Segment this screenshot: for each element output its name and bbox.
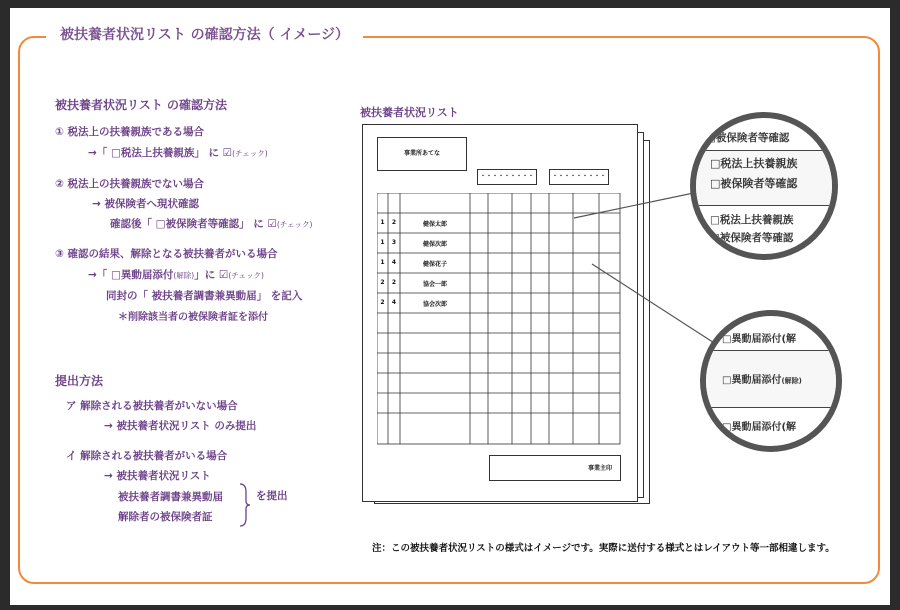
- row-col-b: 3: [391, 239, 397, 246]
- row-name: 健保花子: [422, 261, 447, 268]
- release-note: (解除): [173, 271, 195, 280]
- row-name: 健保太郎: [422, 221, 447, 228]
- method-item-3: ③ 確認の結果、解除となる被扶養者がいる場合: [55, 248, 278, 260]
- dots-box-2: ・・・・・・・・・: [549, 169, 609, 185]
- zoom2-mid-small: (解除): [781, 377, 802, 385]
- check-note: (チェック): [232, 149, 268, 158]
- method-heading: 被扶養者状況リスト の確認方法: [55, 98, 227, 112]
- method-item-3-sub2: 同封の「 被扶養者調書兼異動届」 を記入: [106, 290, 303, 302]
- submit-i-sub2: 被扶養者調書兼異動届: [118, 491, 223, 503]
- submit-heading: 提出方法: [55, 374, 104, 388]
- submit-i-sub1: → 被扶養者状況リスト: [104, 470, 211, 482]
- method-item-3-sub1-mid: 」に ☑: [194, 269, 229, 281]
- zoom1-line1: □税法上扶養親族: [710, 157, 798, 170]
- submit-i: イ 解除される被扶養者がいる場合: [66, 450, 228, 462]
- addressee-box: 事業所あてな: [377, 137, 467, 171]
- method-item-2-sub1: → 被保険者へ現状確認: [92, 198, 199, 210]
- zoom2-top: □異動届添付(解: [722, 334, 797, 345]
- zoom-circle-2: [700, 310, 842, 452]
- zoom2-mid: [722, 371, 802, 386]
- zoom-circle-1: [690, 112, 838, 260]
- method-item-2: ② 税法上の扶養親族でない場合: [55, 178, 205, 190]
- row-col-b: 2: [391, 279, 397, 286]
- method-item-3-sub1-text: →「 □異動届添付: [88, 269, 174, 281]
- row-col-a: 1: [380, 239, 385, 246]
- zoom1-bottom2: □被保険者等確認: [710, 232, 794, 244]
- method-item-2-sub2-text: 確認後「 □被保険者等確認」 に ☑: [110, 218, 277, 230]
- zoom1-bottom: □税法上扶養親族: [710, 214, 794, 226]
- row-name: 協会一郎: [422, 281, 447, 288]
- submit-a: ア 解除される被扶養者がいない場合: [66, 400, 238, 412]
- row-name: 協会次郎: [422, 301, 447, 308]
- submit-i-sub3: 解除者の被保険者証: [118, 511, 213, 523]
- employer-stamp-box: 事業主印: [489, 455, 621, 481]
- row-col-a: 1: [380, 219, 385, 226]
- method-item-1: ① 税法上の扶養親族である場合: [55, 126, 205, 138]
- row-col-a: 2: [380, 299, 385, 306]
- zoom1-top: □被保険者等確認: [706, 132, 790, 144]
- list-title: 被扶養者状況リスト: [360, 106, 459, 119]
- zoom2-mid-text: □異動届添付: [722, 375, 782, 386]
- row-name: 健保次郎: [422, 241, 447, 248]
- footnote: 注：この被扶養者状況リストの様式はイメージです。実際に送付する様式とはレイアウト等一部相違します。: [372, 543, 835, 554]
- zoom1-line2: □被保険者等確認: [710, 177, 798, 190]
- frame-title: 被扶養者状況リスト の確認方法（ イメージ）: [46, 24, 363, 46]
- method-item-1-sub-text: →「 □税法上扶養親族」 に ☑: [88, 147, 233, 159]
- row-col-b: 4: [391, 259, 397, 266]
- check-note: (チェック): [276, 220, 313, 229]
- dots-box-1: ・・・・・・・・・: [477, 169, 537, 185]
- submit-a-sub: → 被扶養者状況リスト のみ提出: [104, 420, 257, 432]
- row-col-b: 2: [391, 219, 397, 226]
- submit-i-suffix: を提出: [256, 490, 288, 502]
- row-col-a: 1: [380, 259, 385, 266]
- row-col-a: 2: [380, 279, 385, 286]
- method-item-3-sub3: ＊削除該当者の被保険者証を添付: [118, 312, 268, 323]
- row-col-b: 4: [391, 299, 397, 306]
- check-note: (チェック): [228, 271, 264, 280]
- zoom2-bottom: □異動届添付(解: [722, 422, 797, 433]
